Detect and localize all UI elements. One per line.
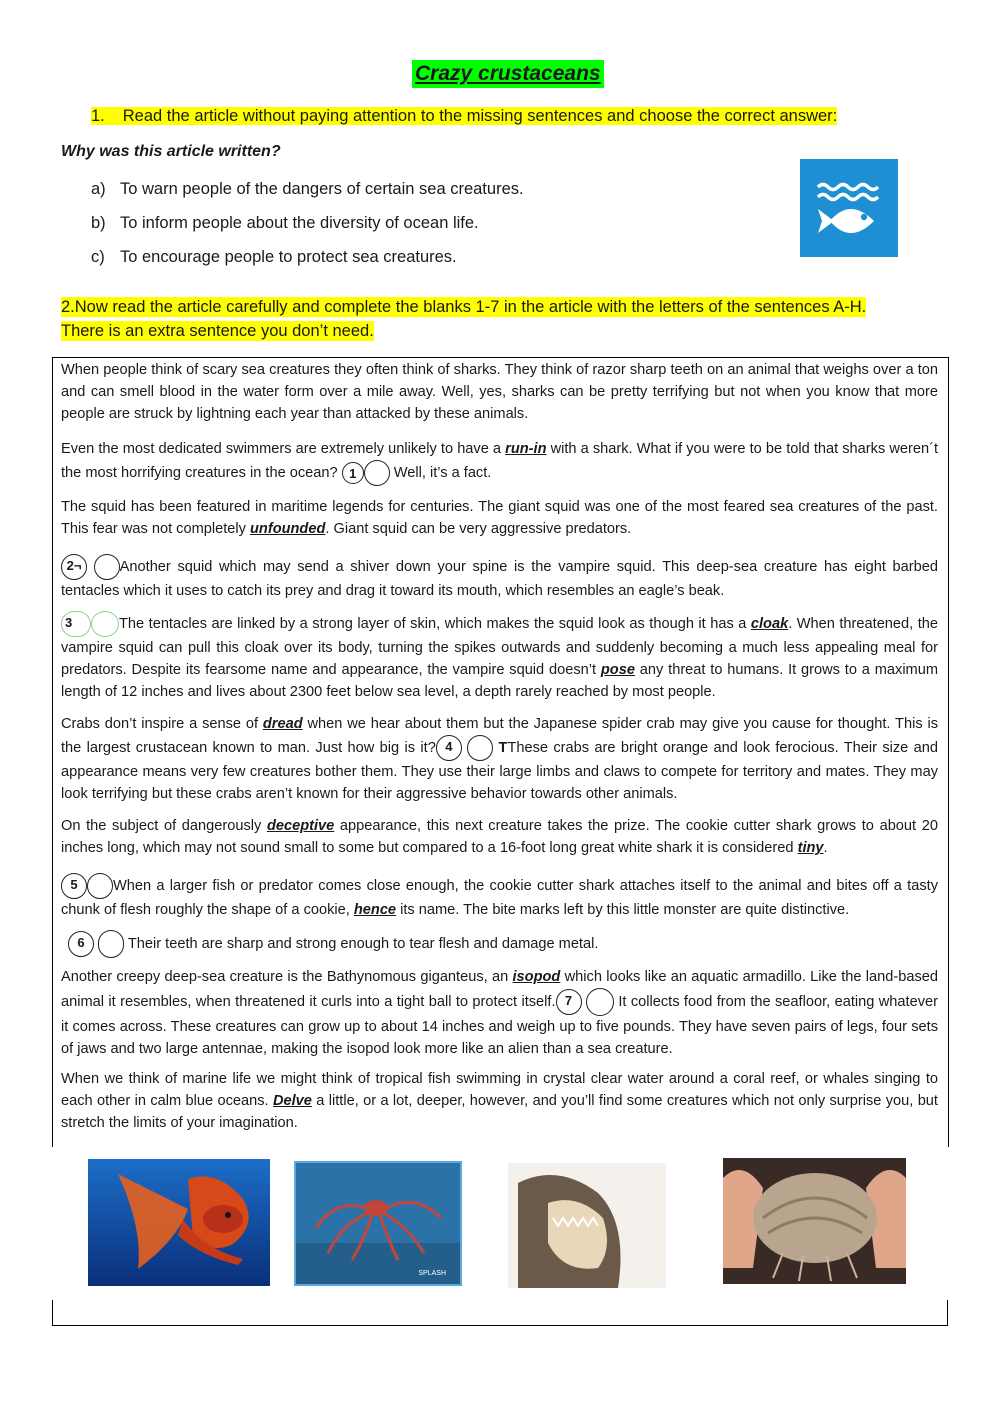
article-paragraph-3 [61, 496, 938, 540]
article-frame-bottom [52, 1325, 948, 1326]
text-run: The squid has been featured in maritime legends for centuries. The giant squid was one of the most feared sea creatures of the past. This fear was not completely [61, 499, 938, 537]
task1-instruction-text: Read the article without paying attention to the missing sentences and choose the correct answer: [122, 107, 838, 125]
text-run: appearance, this next creature takes the prize. The cookie cutter shark grows to about 20 inches long, which may not sound small to some but compared to a 16-foot long great white shark it is considered [61, 818, 938, 856]
vocab-word: isopod [512, 969, 561, 985]
giant-isopod-photo [723, 1158, 906, 1284]
option-text: To inform people about the diversity of ocean life. [120, 214, 479, 232]
text-run: its name. The bite marks left by this little monster are quite distinctive. [396, 902, 850, 918]
text-run: Another squid which may send a shiver down your spine is the vampire squid. This deep-sea creature has eight barbed tentacles which it uses to catch its prey and drag it toward its mouth, which resembles an eagle’s beak. [61, 558, 939, 599]
article-paragraph-6 [61, 713, 938, 805]
vocab-word: unfounded [250, 521, 326, 537]
option-text: To warn people of the dangers of certain sea creatures. [120, 180, 524, 198]
bold-letter: T [498, 739, 508, 756]
blank-number: 4 [436, 735, 462, 761]
blank-answer-7[interactable] [586, 988, 614, 1016]
photo-watermark: SPLASH [418, 1270, 446, 1277]
article-frame-left [52, 357, 53, 1147]
blank-number [61, 554, 87, 580]
blank-mark: ¬ [73, 558, 82, 573]
blank-answer-6[interactable] [98, 930, 124, 958]
text-run: Another creepy deep-sea creature is the Bathynomous giganteus, an [61, 969, 513, 985]
blank-answer-3[interactable] [91, 611, 119, 637]
vampire-squid-photo [88, 1159, 270, 1286]
blank-answer-4[interactable] [467, 735, 493, 761]
frame-corner-right [947, 1300, 948, 1326]
article-paragraph-4 [61, 554, 938, 602]
task2-line1: 2.Now read the article carefully and complete the blanks 1-7 in the article with the letters of the sentences A-H. [61, 298, 867, 316]
text-run: These crabs are bright orange and look ferocious. Their size and appearance means very few creatures bother them. They use their large limbs and claws to compete for territory and mates. They may look terrifying but these crabs aren’t known for their aggressive behavior towards other animals. [61, 739, 938, 802]
text-run: with a shark. What if you were to be told that sharks weren´t the most horrifying creatures in the ocean? [61, 441, 939, 481]
vocab-word: Delve [272, 1093, 312, 1109]
article-frame-right [948, 357, 949, 1147]
option-b[interactable] [91, 214, 479, 233]
vocab-word: dread [262, 716, 303, 732]
option-letter: c) [91, 248, 105, 266]
vocab-word: deceptive [266, 818, 335, 834]
text-run: Well, it’s a fact. [389, 464, 492, 481]
task1-question: Why was this article written? [61, 143, 281, 160]
blank-number: 6 [68, 931, 94, 957]
vocab-word: cloak [750, 615, 789, 632]
text-run: When a larger fish or predator comes close enough, the cookie cutter shark attaches itself to the animal and bites off a tasty chunk of flesh roughly the shape of a cookie, [61, 877, 938, 918]
task2-instruction [61, 295, 941, 343]
text-run: Their teeth are sharp and strong enough to tear flesh and damage metal. [127, 935, 599, 952]
article-paragraph-1: When people think of scary sea creatures they often think of sharks. They think of razor sharp teeth on an animal that weighs over a ton and can smell blood in the water form over a mile away. Well, yes, sharks can be pretty terrifying but not when you know that more people are struck by lightning each year than attacked by these animals. [61, 362, 938, 422]
article-paragraph-2 [61, 438, 938, 486]
text-run: Crabs don’t inspire a sense of [61, 716, 263, 732]
article-paragraph-5 [61, 611, 938, 703]
text-run: a little, or a lot, deeper, however, and you’ll find some creatures which not only surprise you, but stretch the limits of your imagination. [61, 1093, 938, 1131]
option-c[interactable] [91, 248, 457, 267]
blank-answer-2[interactable] [94, 554, 120, 580]
vocab-word: hence [353, 902, 397, 918]
task2-line2: There is an extra sentence you don’t need. [61, 322, 374, 340]
spider-crab-photo [294, 1161, 462, 1286]
article-paragraph-10 [61, 966, 938, 1060]
life-below-water-icon [800, 159, 898, 257]
option-a[interactable] [91, 180, 524, 199]
frame-corner-left [52, 1300, 53, 1326]
text-run: which looks like an aquatic armadillo. Like the land-based animal it resembles, when threatened it curls into a tight ball to protect itself. [61, 969, 938, 1010]
task1-number: 1. [91, 107, 105, 125]
text-run: When we think of marine life we might think of tropical fish swimming in crystal clear water around a coral reef, or whales singing to each other in calm blue oceans. [61, 1071, 938, 1109]
article-paragraph-7 [61, 815, 938, 859]
blank-answer-5[interactable] [87, 873, 113, 899]
worksheet-title: Crazy crustaceans [412, 60, 604, 88]
text-run: . When threatened, the vampire squid can pull this cloak over its body, turning the spikes outwards and suddenly becoming a much less appealing meal for predators. Despite its fearsome name and appearance, the vampire squid doesn’t [61, 615, 938, 678]
article-frame-top [52, 357, 949, 358]
blank-number: 7 [556, 989, 582, 1015]
blank-answer-1[interactable] [364, 460, 390, 486]
text-run: any threat to humans. It grows to a maximum length of 12 inches and lives about 2300 feet below sea level, a depth rarely reached by most people. [61, 662, 938, 700]
text-run: Even the most dedicated swimmers are extremely unlikely to have a [61, 441, 506, 457]
blank-digit: 2 [66, 558, 74, 573]
article-paragraph-9 [68, 930, 945, 958]
blank-number: 3 [61, 611, 91, 637]
blank-number: 5 [61, 873, 87, 899]
text-run: On the subject of dangerously [61, 818, 267, 834]
option-text: To encourage people to protect sea creatures. [120, 248, 457, 266]
blank-number: 1 [342, 462, 364, 484]
cookie-cutter-shark-photo [508, 1163, 666, 1288]
vocab-word: run-in [505, 441, 547, 457]
option-letter: b) [91, 214, 106, 232]
task1-instruction [91, 104, 837, 128]
article-paragraph-11 [61, 1068, 938, 1134]
text-run: when we hear about them but the Japanese spider crab may give you cause for thought. This is the largest crustacean known to man. Just how big is it? [61, 716, 939, 756]
text-run: The tentacles are linked by a strong layer of skin, which makes the squid look as though it has a [119, 615, 751, 632]
text-run: It collects food from the seafloor, eating whatever it comes across. These creatures can grow up to about 14 inches and weigh up to five pounds. They have seven pairs of legs, four sets of jaws and two large antennae, making the isopod look more like an alien than a sea creature. [61, 993, 938, 1057]
text-run: . [823, 840, 828, 856]
article-paragraph-8 [61, 873, 938, 921]
vocab-word: tiny [797, 840, 824, 856]
option-letter: a) [91, 180, 106, 198]
vocab-word: pose [600, 662, 635, 678]
text-run: . Giant squid can be very aggressive predators. [325, 521, 632, 537]
